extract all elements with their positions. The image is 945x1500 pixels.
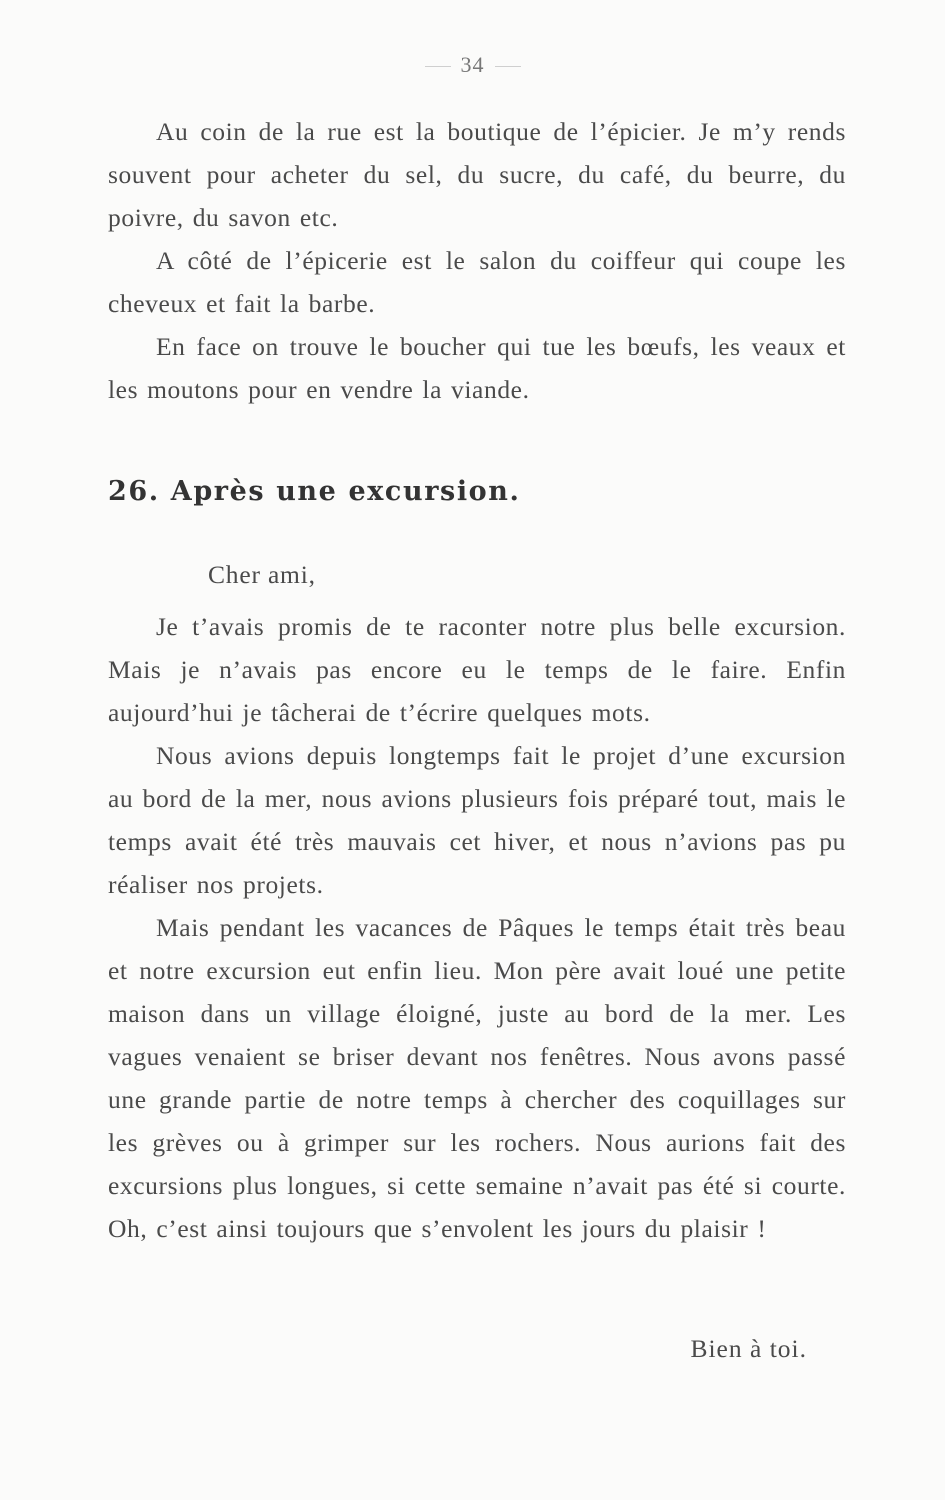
folio-rule-left [425,66,451,67]
page-number [0,52,945,78]
intro-paragraph-coiffeur: A côté de l’épicerie est le salon du coiffeur qui coupe les cheveux et fait la barbe. [108,246,846,318]
letter-paragraph-3: Mais pendant les vacances de Pâques le temps était très beau et notre excursion eut enfin lieu. Mon père avait loué une petite maison dans un village éloigné, juste au bord de la mer. Les vagues venaient se briser devant nos fenêtres. Nous avons passé une grande partie de notre temps à chercher des coquillages sur les grèves ou à grimper sur les rochers. Nous aurions fait des excursions plus longues, si cette semaine n’avait pas été si courte. Oh, c’est ainsi toujours que s’envolent les jours du plaisir ! [108,913,846,1243]
page-number-text: 34 [460,52,485,77]
letter-salutation: Cher ami, [208,560,316,589]
intro-text [108,110,846,411]
letter-body [108,605,846,1250]
letter-closing: Bien à toi. [690,1334,807,1363]
letter-paragraph-1: Je t’avais promis de te raconter notre plus belle excursion. Mais je n’avais pas encore eu le temps de le faire. Enfin aujourd’hui je tâcherai de t’écrire quelques mots. [108,612,846,727]
folio-rule-right [495,66,521,67]
intro-paragraph-boucher: En face on trouve le boucher qui tue les bœufs, les veaux et les moutons pour en vendre la viande. [108,332,846,404]
intro-paragraph-epicier: Au coin de la rue est la boutique de l’épicier. Je m’y rends souvent pour acheter du sel, du sucre, du café, du beurre, du poivre, du savon etc. [108,117,846,232]
section-title: 26. Après une excursion. [108,476,521,507]
letter-paragraph-2: Nous avions depuis longtemps fait le projet d’une excursion au bord de la mer, nous avions plusieurs fois préparé tout, mais le temps avait été très mauvais cet hiver, et nous n’avions pas pu réaliser nos projets. [108,741,846,899]
